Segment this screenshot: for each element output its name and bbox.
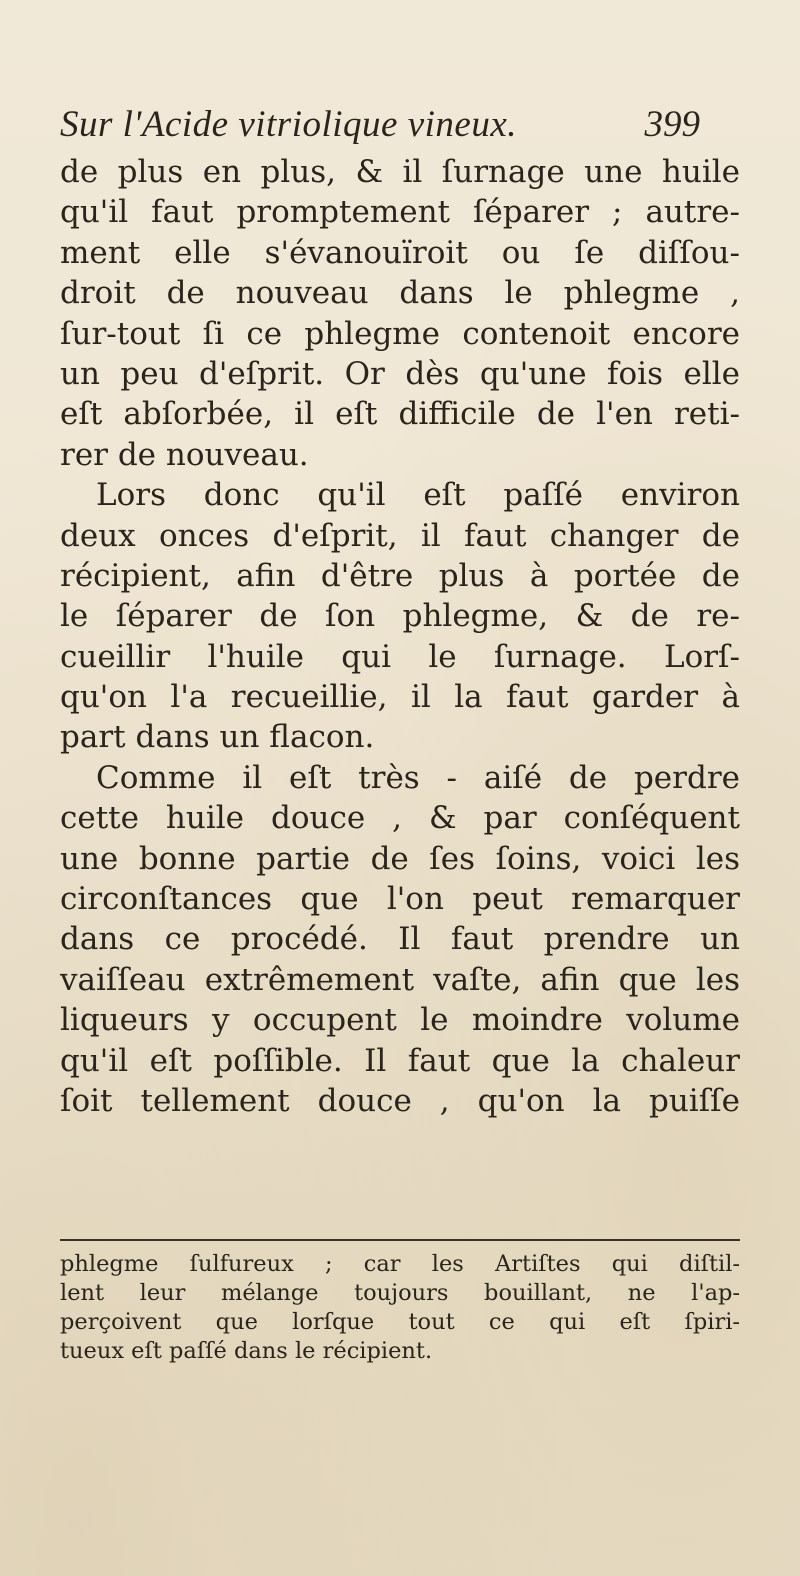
text-line: de plus en plus, & il ſurnage une huile: [60, 154, 740, 190]
page-header: [60, 100, 700, 150]
text-line: qu'il eſt poſſible. Il faut que la chaleur: [60, 1042, 740, 1079]
text-line: récipient, afin d'être plus à portée de: [60, 557, 740, 594]
text-line: liqueurs y occupent le moindre volume: [60, 1002, 740, 1039]
footnote-line: tueux eſt paſſé dans le récipient.: [60, 1338, 433, 1364]
text-line: ſur-tout ſi ce phlegme contenoit encore: [60, 315, 740, 352]
footnote: [60, 1250, 740, 1366]
text-line: un peu d'eſprit. Or dès qu'une fois elle: [60, 355, 740, 392]
text-line: deux onces d'eſprit, il faut changer de: [60, 517, 740, 554]
paragraph-start-line: Comme il eſt très - aiſé de perdre: [96, 759, 740, 796]
text-line: dans ce procédé. Il faut prendre un: [60, 921, 740, 958]
text-line: ment elle s'évanouïroit ou ſe diſſou-: [60, 234, 740, 271]
text-line: qu'on l'a recueillie, il la faut garder à: [60, 679, 740, 716]
page-number: 399: [644, 104, 700, 145]
text-line: eſt abſorbée, il eſt difficile de l'en reti-: [60, 396, 740, 433]
text-line: une bonne partie de ſes ſoins, voici les: [60, 840, 740, 877]
text-line: cette huile douce , & par conſéquent: [60, 800, 740, 837]
paragraph-start-line: Lors donc qu'il eſt paſſé environ: [96, 477, 740, 514]
footnote-line: perçoivent que lorſque tout ce qui eſt ſpiri-: [60, 1309, 740, 1335]
body-text: [60, 152, 740, 1121]
running-title: Sur l'Acide vitriolique vineux.: [60, 104, 518, 145]
text-line: ſoit tellement douce , qu'on la puiſſe: [60, 1082, 740, 1119]
footnote-line: phlegme ſulfureux ; car les Artiſtes qui diſtil-: [60, 1251, 740, 1277]
paragraph-end-line: part dans un flacon.: [60, 719, 375, 756]
paragraph-end-line: rer de nouveau.: [60, 436, 309, 473]
text-line: le ſéparer de ſon phlegme, & de re-: [60, 598, 740, 635]
text-line: cueillir l'huile qui le ſurnage. Lorſ-: [60, 638, 740, 675]
footnote-divider: [60, 1239, 740, 1241]
text-line: droit de nouveau dans le phlegme ,: [60, 275, 740, 312]
text-line: circonſtances que l'on peut remarquer: [60, 881, 740, 918]
footnote-line: lent leur mélange toujours bouillant, ne l'ap-: [60, 1280, 740, 1306]
text-line: vaiſſeau extrêmement vaſte, afin que les: [60, 961, 740, 998]
text-line: qu'il faut promptement ſéparer ; autre-: [60, 194, 740, 231]
